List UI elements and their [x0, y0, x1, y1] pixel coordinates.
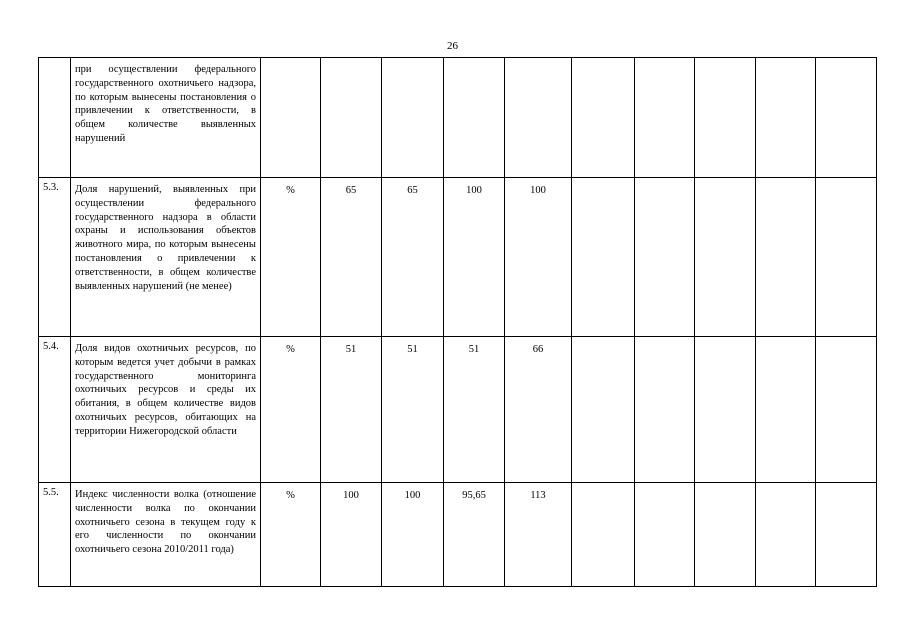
table-row [39, 483, 877, 587]
value-cell: 65 [321, 178, 382, 337]
empty-cell [572, 58, 635, 178]
indicator-description: при осуществлении федерального государственного охотничьего надзора, по которым вынесены постановления о привлечении к ответственности, в общем количестве выявленных нарушений [71, 58, 261, 178]
empty-cell [635, 337, 695, 483]
value-cell [321, 58, 382, 178]
empty-cell [816, 337, 877, 483]
row-number: 5.3. [39, 178, 71, 337]
value-cell: 95,65 [444, 483, 505, 587]
page-number: 26 [447, 40, 458, 52]
unit-cell: % [261, 178, 321, 337]
empty-cell [695, 483, 756, 587]
value-cell: 100 [382, 483, 444, 587]
table-row [39, 178, 877, 337]
empty-cell [695, 337, 756, 483]
empty-cell [695, 178, 756, 337]
empty-cell [635, 483, 695, 587]
indicators-table [38, 57, 877, 587]
empty-cell [635, 178, 695, 337]
empty-cell [635, 58, 695, 178]
row-number: 5.5. [39, 483, 71, 587]
unit-cell [261, 58, 321, 178]
table-row [39, 58, 877, 178]
indicator-description: Доля нарушений, выявленных при осуществлении федерального государственного надзора в области охраны и использования объектов животного мира, по которым вынесены постановления о привлечении к ответственности, в общем количестве выявленных нарушений (не менее) [71, 178, 261, 337]
value-cell: 100 [444, 178, 505, 337]
value-cell: 100 [321, 483, 382, 587]
indicator-description: Доля видов охотничьих ресурсов, по которым ведется учет добычи в рамках государственного мониторинга охотничьих ресурсов и среды их обитания, в общем количестве видов охотничьих ресурсов, обитающих на территории Нижегородской области [71, 337, 261, 483]
empty-cell [572, 178, 635, 337]
value-cell [444, 58, 505, 178]
empty-cell [572, 483, 635, 587]
value-cell: 113 [505, 483, 572, 587]
empty-cell [572, 337, 635, 483]
value-cell: 65 [382, 178, 444, 337]
value-cell [382, 58, 444, 178]
value-cell: 66 [505, 337, 572, 483]
empty-cell [756, 58, 816, 178]
value-cell: 51 [444, 337, 505, 483]
table-row [39, 337, 877, 483]
empty-cell [816, 483, 877, 587]
row-number [39, 58, 71, 178]
empty-cell [756, 178, 816, 337]
value-cell: 100 [505, 178, 572, 337]
row-number: 5.4. [39, 337, 71, 483]
empty-cell [816, 58, 877, 178]
unit-cell: % [261, 483, 321, 587]
empty-cell [695, 58, 756, 178]
unit-cell: % [261, 337, 321, 483]
value-cell: 51 [382, 337, 444, 483]
indicator-description: Индекс численности волка (отношение численности волка по окончании охотничьего сезона в текущем году к его численности по окончании охотничьего сезона 2010/2011 года) [71, 483, 261, 587]
empty-cell [756, 337, 816, 483]
empty-cell [816, 178, 877, 337]
value-cell: 51 [321, 337, 382, 483]
empty-cell [756, 483, 816, 587]
value-cell [505, 58, 572, 178]
